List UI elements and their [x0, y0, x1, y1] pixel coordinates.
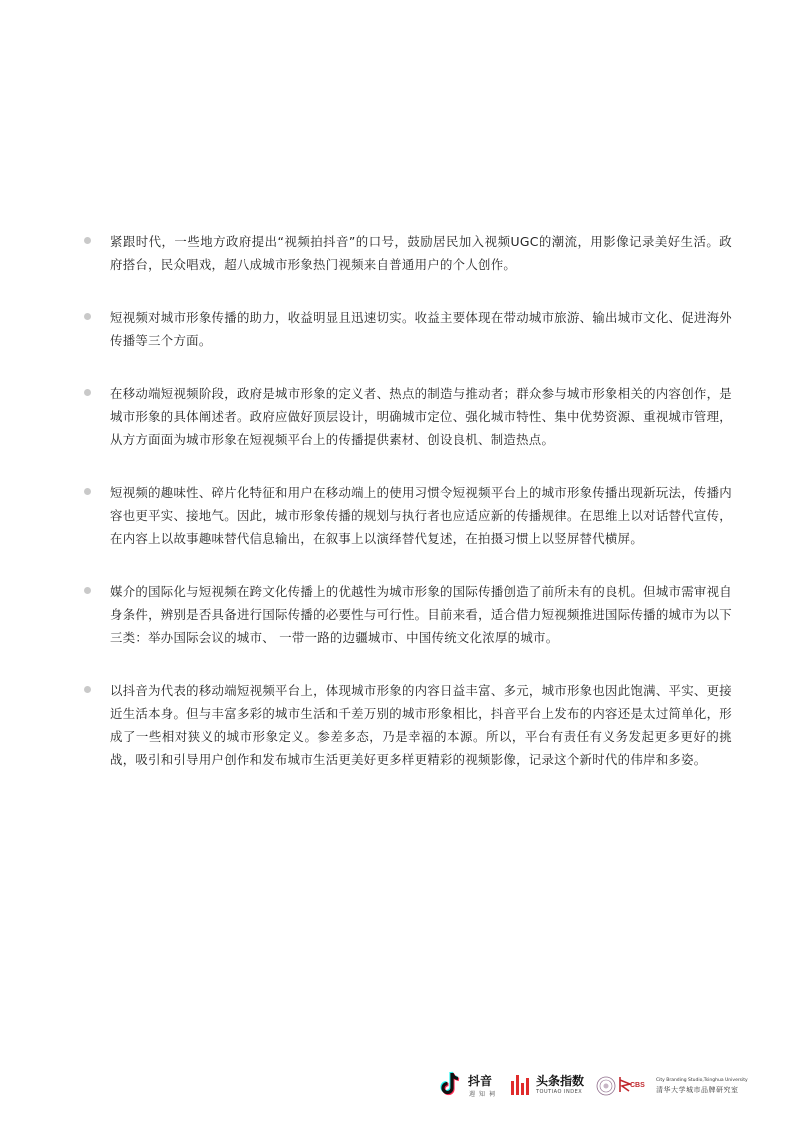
list-item-text: 短视频对城市形象传播的助力，收益明显且迅速切实。收益主要体现在带动城市旅游、输出城市文化、促进海外传播等三个方面。 [110, 310, 732, 348]
cbs-chinese-name: 清华大学城市品牌研究室 [656, 1086, 739, 1094]
conclusions-list [84, 230, 732, 801]
douyin-logo [440, 1068, 500, 1102]
list-item [84, 382, 732, 451]
list-item [84, 306, 732, 352]
toutiao-index-name: 头条指数 [536, 1074, 585, 1088]
list-item [84, 580, 732, 649]
list-item [84, 679, 732, 771]
tsinghua-cbs-logo [596, 1068, 756, 1102]
bullet-dot-icon [84, 488, 91, 495]
douyin-subtitle: 週 知 祠 [469, 1091, 496, 1098]
bullet-dot-icon [84, 686, 91, 693]
cbs-abbreviation: CBS [630, 1082, 645, 1089]
list-item [84, 481, 732, 550]
douyin-note-icon [440, 1070, 466, 1100]
cbs-english-name: City Branding Studio,Tsinghua University [656, 1078, 748, 1083]
footer-logos [440, 1068, 760, 1102]
list-item-text: 媒介的国际化与短视频在跨文化传播上的优越性为城市形象的国际传播创造了前所未有的良机。但城市需审视自身条件，辨别是否具备进行国际传播的必要性与可行性。目前来看，适合借力短视频推进国际传播的城市为以下三类：举办国际会议的城市、 一带一路的边疆城市、中国传统文化浓厚的城市。 [110, 584, 732, 645]
tsinghua-seal-icon [596, 1076, 616, 1096]
bullet-dot-icon [84, 587, 91, 594]
toutiao-index-subtitle: TOUTIAO INDEX [536, 1089, 583, 1095]
list-item-text: 短视频的趣味性、碎片化特征和用户在移动端上的使用习惯令短视频平台上的城市形象传播出现新玩法，传播内容也更平实、接地气。因此，城市形象传播的规划与执行者也应适应新的传播规律。在思维上以对话替代宣传，在内容上以故事趣味替代信息输出，在叙事上以演绎替代复述，在拍摄习惯上以竖屏替代横屏。 [110, 485, 732, 546]
list-item-text: 在移动端短视频阶段，政府是城市形象的定义者、热点的制造与推动者；群众参与城市形象相关的内容创作，是城市形象的具体阐述者。政府应做好顶层设计，明确城市定位、强化城市特性、集中优势资源、重视城市管理，从方方面面为城市形象在短视频平台上的传播提供素材、创设良机、制造热点。 [110, 386, 732, 447]
list-item-text: 以抖音为代表的移动端短视频平台上，体现城市形象的内容日益丰富、多元，城市形象也因此饱满、平实、更接近生活本身。但与丰富多彩的城市生活和千差万别的城市形象相比，抖音平台上发布的内容还是太过简单化，形成了一些相对狭义的城市形象定义。参差多态，乃是幸福的本源。所以，平台有责任有义务发起更多更好的挑战，吸引和引导用户创作和发布城市生活更美好更多样更精彩的视频影像，记录这个新时代的伟岸和多姿。 [110, 683, 732, 767]
bullet-dot-icon [84, 313, 91, 320]
bullet-dot-icon [84, 389, 91, 396]
douyin-name: 抖音 [468, 1074, 493, 1088]
bar-chart-icon [510, 1073, 532, 1097]
list-item-text: 紧跟时代，一些地方政府提出“视频拍抖音”的口号，鼓励居民加入视频UGC的潮流，用影像记录美好生活。政府搭台，民众唱戏，超八成城市形象热门视频来自普通用户的个人创作。 [110, 234, 732, 272]
toutiao-index-logo [510, 1068, 600, 1102]
bullet-dot-icon [84, 237, 91, 244]
list-item [84, 230, 732, 276]
